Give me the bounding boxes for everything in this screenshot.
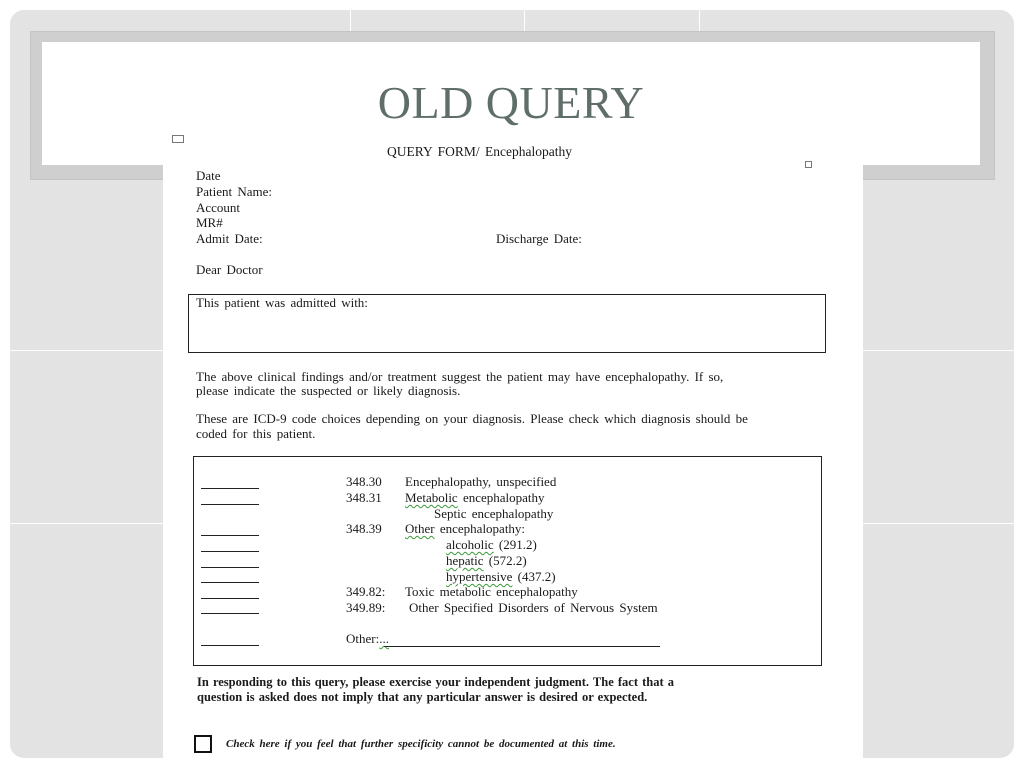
icd-sub-code: (291.2): [498, 537, 537, 552]
resize-handle-icon[interactable]: [805, 161, 812, 168]
checkbox-blank[interactable]: [201, 613, 259, 614]
icd-description: Other Specified Disorders of Nervous System: [409, 600, 658, 615]
checkbox-label: Check here if you feel that further specificity cannot be documented at this time.: [226, 738, 616, 750]
paragraph-line: These are ICD-9 code choices depending on your diagnosis. Please check which diagnosis should be: [196, 411, 748, 426]
field-mr: MR#: [196, 215, 223, 230]
icd-sub-keyword: alcoholic: [446, 537, 494, 552]
checkbox-blank[interactable]: [201, 567, 259, 568]
other-label: [346, 631, 389, 647]
paragraph-line: please indicate the suspected or likely diagnosis.: [196, 383, 461, 398]
icd-description: [405, 490, 545, 506]
move-handle-icon[interactable]: [172, 135, 184, 143]
field-admit-date: Admit Date:: [196, 231, 263, 246]
icd-code: 349.89:: [346, 600, 386, 615]
other-dots: ...: [379, 631, 389, 646]
field-date: Date: [196, 168, 221, 183]
checkbox-blank[interactable]: [201, 598, 259, 599]
icd-sub-code: (437.2): [517, 569, 556, 584]
grid-line: [863, 523, 1014, 524]
checkbox-blank[interactable]: [201, 551, 259, 552]
field-account: Account: [196, 200, 241, 215]
icd-code: 349.82:: [346, 584, 386, 599]
icd-sub-code: (572.2): [488, 553, 527, 568]
icd-description-text: encephalopathy: [462, 490, 545, 505]
icd-description: [405, 521, 525, 537]
checkbox-blank[interactable]: [201, 645, 259, 646]
icd-code: 348.30: [346, 474, 382, 489]
icd-sub-description: [446, 553, 527, 569]
grid-line: [699, 10, 700, 32]
field-patient-name: Patient Name:: [196, 184, 273, 199]
checkbox-blank[interactable]: [201, 535, 259, 536]
other-label-text: Other:: [346, 631, 380, 646]
other-input-line[interactable]: [384, 646, 660, 647]
grid-line: [350, 10, 351, 32]
grid-line: [10, 523, 163, 524]
disclaimer-line: question is asked does not imply that any particular answer is desired or expected.: [197, 690, 648, 704]
grid-line: [10, 350, 163, 351]
icd-description-keyword: Metabolic: [405, 490, 458, 505]
grid-line: [524, 10, 525, 32]
disclaimer-line: In responding to this query, please exercise your independent judgment. The fact that a: [197, 675, 675, 689]
icd-description: Encephalopathy, unspecified: [405, 474, 557, 489]
icd-description-keyword: Other: [405, 521, 435, 536]
slide-title: OLD QUERY: [377, 77, 645, 128]
icd-sub-description: [446, 537, 537, 553]
icd-sub-description: [446, 569, 556, 585]
paragraph-line: coded for this patient.: [196, 426, 316, 441]
icd-sub-keyword: hypertensive: [446, 569, 513, 584]
icd-code: 348.31: [346, 490, 382, 505]
form-heading: QUERY FORM/ Encephalopathy: [387, 144, 572, 159]
icd-description: Toxic metabolic encephalopathy: [405, 584, 578, 599]
checkbox-blank[interactable]: [201, 504, 259, 505]
icd-code: 348.39: [346, 521, 382, 536]
paragraph-line: The above clinical findings and/or treatment suggest the patient may have encephalopathy. If so,: [196, 369, 724, 384]
icd-sub-description: Septic encephalopathy: [434, 506, 554, 521]
admitted-with-label: This patient was admitted with:: [196, 295, 368, 310]
icd-description-text: encephalopathy:: [439, 521, 526, 536]
icd-sub-keyword: hepatic: [446, 553, 484, 568]
grid-line: [863, 350, 1014, 351]
specificity-checkbox[interactable]: [194, 735, 212, 753]
checkbox-blank[interactable]: [201, 582, 259, 583]
salutation: Dear Doctor: [196, 262, 263, 277]
field-discharge-date: Discharge Date:: [496, 231, 582, 246]
checkbox-blank[interactable]: [201, 488, 259, 489]
